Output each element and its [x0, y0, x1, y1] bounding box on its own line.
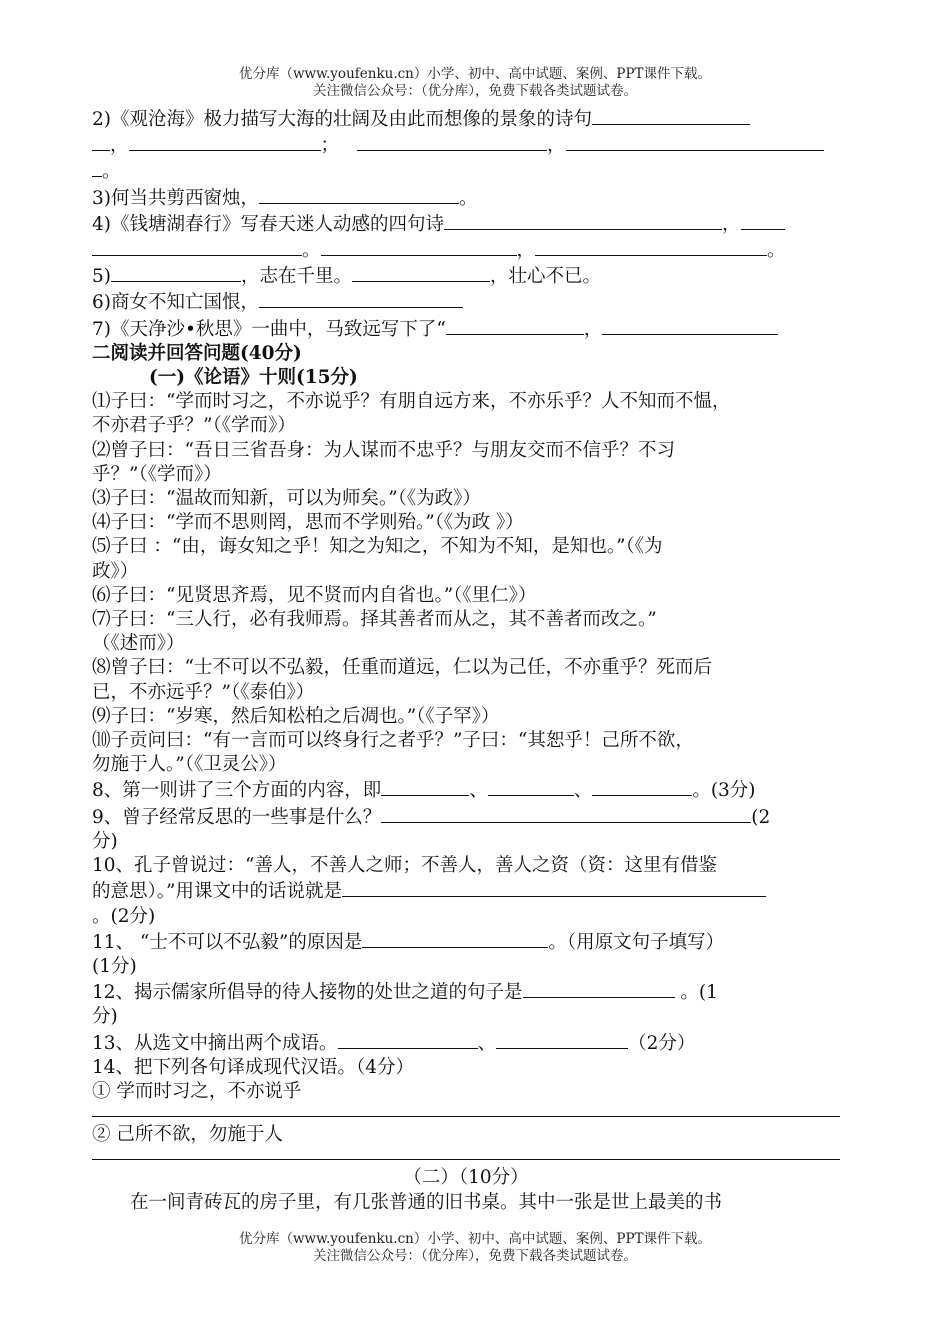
footer-line-1: 优分库（www.youfenku.cn）小学、初中、高中试题、案例、PPT课件下载。 [238, 1231, 712, 1247]
analects-passage [92, 390, 862, 777]
punct: ； [320, 135, 340, 157]
blank [357, 132, 547, 151]
blank [362, 929, 548, 948]
blank [342, 878, 766, 897]
blank [566, 132, 824, 151]
blank [352, 263, 490, 282]
header-line-1: 优分库（www.youfenku.cn）小学、初中、高中试题、案例、PPT课件下载。 [238, 66, 712, 82]
passage-line: ⑻曾子曰：“士不可以不弘毅，任重而道远，仁以为己任，不亦重乎？死而后 [92, 657, 712, 679]
header-line-2: 关注微信公众号：（优分库），免费下载各类试题试卷。 [313, 83, 637, 99]
punct: ， [583, 318, 603, 340]
section-2-title: 二阅读并回答问题(40分) [92, 342, 302, 364]
question-5-number: 5) [92, 266, 111, 288]
blank [523, 979, 675, 998]
punct: 、 [469, 780, 488, 802]
footer-line-2: 关注微信公众号：（优分库），免费下载各类试题试卷。 [313, 1248, 637, 1264]
question-11-score: (1分) [92, 955, 137, 977]
passage-line: 乎？”（《学而》） [92, 463, 222, 485]
question-4 [92, 211, 862, 237]
question-7-text: 7)《天净沙•秋思》一曲中，马致远写下了“ [92, 318, 446, 340]
question-3 [92, 185, 862, 211]
question-7 [92, 316, 862, 342]
question-5-text-2: ，壮心不已。 [490, 266, 602, 288]
passage-line: ⑽子贡问曰：“有一言而可以终身行之者乎？”子曰：“其恕乎！己所不欲， [92, 730, 694, 752]
page-footer [0, 1231, 950, 1265]
question-6 [92, 289, 862, 315]
question-2-end [92, 158, 862, 184]
blank [92, 237, 302, 256]
question-11-text: 11、 “士不可以不弘毅”的原因是 [92, 931, 363, 953]
question-10-score: 。(2分) [92, 905, 156, 927]
question-8 [92, 777, 862, 803]
score: 。(3分) [692, 780, 756, 802]
score: 。(1 [674, 982, 718, 1004]
document-body [92, 106, 862, 1215]
punct: ， [722, 213, 741, 235]
passage-line: ⑶子曰：“温故而知新，可以为师矣。”（《为政》） [92, 488, 481, 510]
question-14: 14、把下列各句译成现代汉语。（4分） [92, 1056, 415, 1078]
blank [381, 777, 469, 796]
question-2-text: 2)《观沧海》极力描写大海的壮阔及由此而想像的景象的诗句 [92, 109, 592, 130]
blank [259, 289, 463, 308]
part-2-text: 在一间青砖瓦的房子里，有几张普通的旧书桌。其中一张是世上最美的书 [130, 1191, 723, 1213]
question-5-text: ，志在千里。 [241, 266, 353, 288]
question-2 [92, 106, 862, 132]
question-11-note: 。（用原文句子填写） [548, 931, 725, 953]
question-12 [92, 979, 862, 1005]
question-11 [92, 929, 862, 955]
blank [259, 185, 459, 204]
score: （2分） [628, 1032, 696, 1054]
blank [92, 132, 110, 151]
punct: 、 [477, 1032, 497, 1054]
question-14-item-2: ② 己所不欲，勿施于人 [92, 1124, 283, 1146]
question-9-text: 9、曾子经常反思的一些事是什么？ [92, 806, 382, 828]
blank [488, 777, 574, 796]
passage-line: ⑼子曰：“岁寒，然后知松柏之后凋也。”（《子罕》） [92, 705, 500, 727]
blank [496, 1030, 628, 1049]
punct: 。 [459, 187, 478, 209]
passage-line: 勿施于人。”（《卫灵公》） [92, 754, 287, 776]
blank [535, 237, 767, 256]
question-13 [92, 1030, 862, 1056]
question-2-blanks [92, 132, 862, 158]
blank [741, 211, 785, 230]
blank [446, 316, 584, 335]
blank [111, 263, 241, 282]
answer-line [92, 1104, 840, 1117]
punct: ， [547, 135, 566, 157]
question-12-text: 12、揭示儒家所倡导的待人接物的处世之道的句子是 [92, 982, 523, 1004]
punct: ， [110, 135, 129, 157]
passage-line: 已，不亦远乎？”（《泰伯》） [92, 681, 315, 703]
blank [129, 132, 321, 151]
blank [338, 1030, 478, 1049]
punct: 、 [573, 780, 593, 802]
passage-line: 政》） [92, 560, 139, 582]
question-12-score: 分) [92, 1006, 118, 1028]
question-5 [92, 263, 862, 289]
punct: 。 [302, 240, 321, 262]
passage-line: ⑵曾子曰：“吾日三省吾身：为人谋而不忠乎？与朋友交而不信乎？不习 [92, 439, 675, 461]
question-6-text: 6)商女不知亡国恨， [92, 292, 259, 314]
blank [592, 777, 692, 796]
blank [592, 106, 750, 125]
blank [381, 804, 751, 823]
question-10-line-1: 10、孔子曾说过：“善人，不善人之师；不善人，善人之资（资：这里有借鉴 [92, 855, 718, 877]
passage-line: ⑺子曰：“三人行，必有我师焉。择其善者而从之，其不善者而改之。” [92, 609, 657, 631]
passage-line: ⑴子曰：“学而时习之，不亦说乎？有朋自远方来，不亦乐乎？人不知而不愠， [92, 391, 731, 413]
question-3-text: 3)何当共剪西窗烛， [92, 187, 259, 209]
page-header [0, 66, 950, 100]
punct: ， [516, 240, 536, 262]
question-4-blanks [92, 237, 862, 263]
passage-line: ⑷子曰：“学而不思则罔，思而不学则殆。”（《为政 》） [92, 512, 524, 534]
passage-line: 不亦君子乎？”（《学而》） [92, 415, 296, 437]
blank [321, 237, 517, 256]
question-4-text: 4)《钱塘湖春行》写春天迷人动感的四句诗 [92, 213, 444, 235]
question-13-text: 13、从选文中摘出两个成语。 [92, 1032, 338, 1054]
blank [444, 211, 722, 230]
question-9 [92, 804, 862, 830]
blank [92, 158, 102, 177]
passage-line: ⑸子曰 ：“由，诲女知之乎！知之为知之，不知为不知，是知也。”（《为 [92, 536, 663, 558]
part-2-title: （二）（10分） [403, 1167, 529, 1189]
answer-line [92, 1147, 840, 1160]
passage-line: （《述而》） [92, 633, 185, 655]
question-10-text: 的意思）。”用课文中的话说就是 [92, 881, 342, 903]
punct: 。 [767, 240, 786, 262]
question-9-score: 分) [92, 830, 118, 852]
part-1-title: (一)《论语》十则(15分) [149, 367, 358, 389]
score: (2 [751, 806, 771, 828]
question-8-text: 8、第一则讲了三个方面的内容，即 [92, 780, 382, 802]
question-10-line-2 [92, 878, 862, 904]
blank [602, 316, 778, 335]
punct: 。 [102, 161, 121, 183]
question-14-item-1: ① 学而时习之，不亦说乎 [92, 1080, 302, 1102]
passage-line: ⑹子曰：“见贤思齐焉，见不贤而内自省也。”（《里仁》） [92, 584, 537, 606]
